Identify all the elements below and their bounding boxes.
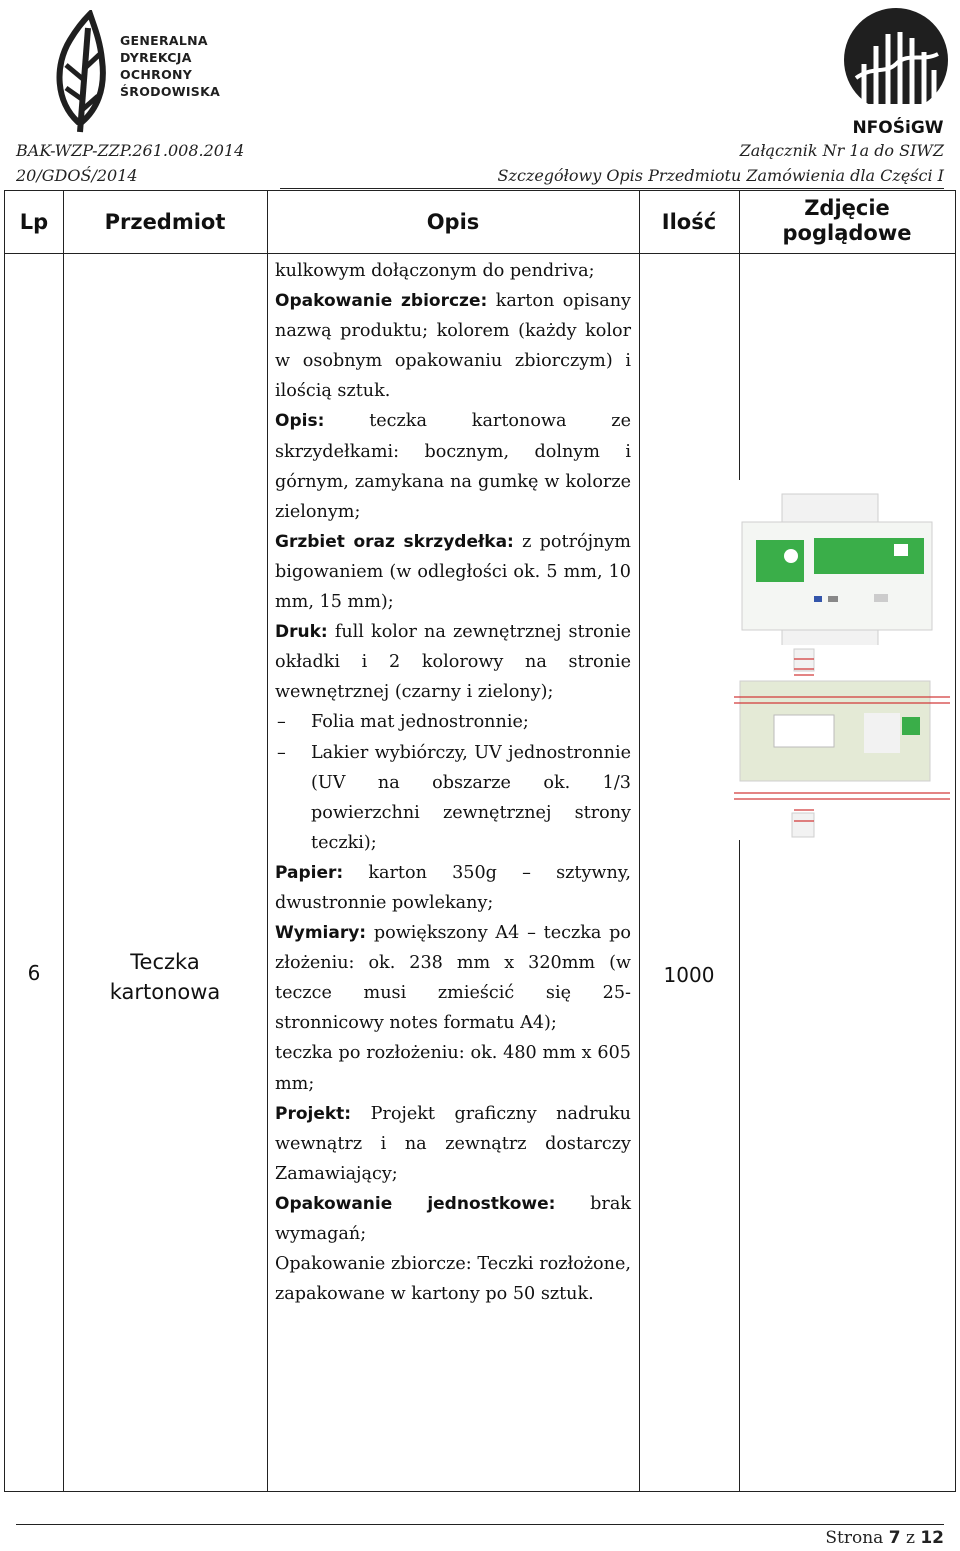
- column-divider: [63, 191, 64, 1491]
- desc-paragraph: Opakowanie zbiorcze: Teczki rozłożone, zapakowane w kartony po 50 sztuk.: [275, 1254, 631, 1305]
- item-quantity: 1000: [663, 963, 715, 987]
- header-lp: Lp: [19, 210, 49, 234]
- desc-label: Druk:: [275, 622, 328, 643]
- header-photo: Zdjęcie poglądowe: [782, 196, 912, 245]
- column-divider: [639, 191, 640, 1491]
- desc-paragraph: kulkowym dołączonym do pendriva;: [275, 261, 595, 281]
- folder-inner-preview-image: [734, 645, 950, 840]
- desc-label: Grzbiet oraz skrzydełka:: [275, 531, 514, 552]
- desc-paragraph: Wymiary: powiększony A4 – teczka po złożeniu: ok. 238 mm x 320mm (w teczce musi zmieścić się 25-stronnicowy notes formatu A4);: [275, 923, 631, 1034]
- desc-paragraph: Opakowanie jednostkowe: brak wymagań;: [275, 1193, 631, 1244]
- header-description: Opis: [426, 210, 480, 234]
- tree-crown-icon: [842, 4, 950, 116]
- list-item: – Lakier wybiórczy, UV jednostronnie (UV na obszarze ok. 1/3 powierzchni zewnętrznej strony teczki);: [275, 738, 631, 858]
- column-divider: [739, 191, 740, 1491]
- desc-label: Opis:: [275, 411, 325, 432]
- nfosigw-logo: [842, 4, 950, 136]
- desc-label: Papier:: [275, 862, 344, 883]
- desc-paragraph: Druk: full kolor na zewnętrznej stronie okładki i 2 kolorowy na stronie wewnętrznej (czarny i zielony);: [275, 622, 631, 703]
- item-description: [275, 256, 631, 1309]
- finish-list: [275, 707, 631, 857]
- header-rule: [280, 188, 944, 189]
- document-reference-left: [16, 138, 244, 188]
- gdos-logo: [52, 10, 221, 135]
- list-item: – Folia mat jednostronnie;: [275, 707, 631, 737]
- desc-paragraph: Papier: karton 350g – sztywny, dwustronnie powlekany;: [275, 862, 631, 913]
- desc-paragraph: Opis: teczka kartonowa ze skrzydełkami: bocznym, dolnym i górnym, zamykana na gumkę w kolorze zielonym;: [275, 411, 631, 522]
- footer-rule: [16, 1524, 944, 1525]
- desc-paragraph: Projekt: Projekt graficzny nadruku wewnątrz i na zewnątrz dostarczy Zamawiający;: [275, 1103, 631, 1184]
- desc-label: Projekt:: [275, 1103, 352, 1124]
- folder-outer-preview-image: [734, 480, 950, 655]
- row-number: 6: [27, 961, 41, 985]
- header-row-divider: [5, 253, 955, 254]
- header-item: Przedmiot: [104, 210, 226, 234]
- item-name: Teczka kartonowa: [109, 950, 221, 1004]
- current-page: 7: [888, 1528, 901, 1548]
- case-number: BAK-WZP-ZZP.261.008.2014: [16, 141, 245, 160]
- document-reference-right: [498, 138, 944, 188]
- desc-paragraph: Opakowanie zbiorcze: karton opisany nazwą produktu; kolorem (każdy kolor w osobnym opakowaniu zbiorczym) i ilością sztuk.: [275, 291, 631, 402]
- desc-paragraph: teczka po rozłożeniu: ok. 480 mm x 605 mm;: [275, 1043, 631, 1094]
- desc-label: Opakowanie zbiorcze:: [275, 291, 488, 312]
- page-counter: Strona 7 z 12: [825, 1528, 944, 1548]
- annex-subtitle: Szczegółowy Opis Przedmiotu Zamówienia dla Części I: [497, 166, 944, 185]
- gdos-name: GENERALNA DYREKCJA OCHRONY ŚRODOWISKA: [120, 33, 221, 99]
- leaf-tree-icon: [52, 10, 122, 135]
- desc-label: Opakowanie jednostkowe:: [275, 1193, 556, 1214]
- column-divider: [267, 191, 268, 1491]
- nfosigw-name: NFOŚiGW: [852, 118, 944, 138]
- desc-label: Wymiary:: [275, 923, 367, 944]
- specification-table: [4, 190, 956, 1492]
- desc-paragraph: Grzbiet oraz skrzydełka: z potrójnym bigowaniem (w odległości ok. 5 mm, 10 mm, 15 mm);: [275, 531, 631, 613]
- total-pages: 12: [920, 1528, 944, 1548]
- sub-number: 20/GDOŚ/2014: [16, 166, 138, 185]
- annex-title: Załącznik Nr 1a do SIWZ: [739, 141, 944, 160]
- header-quantity: Ilość: [661, 210, 717, 234]
